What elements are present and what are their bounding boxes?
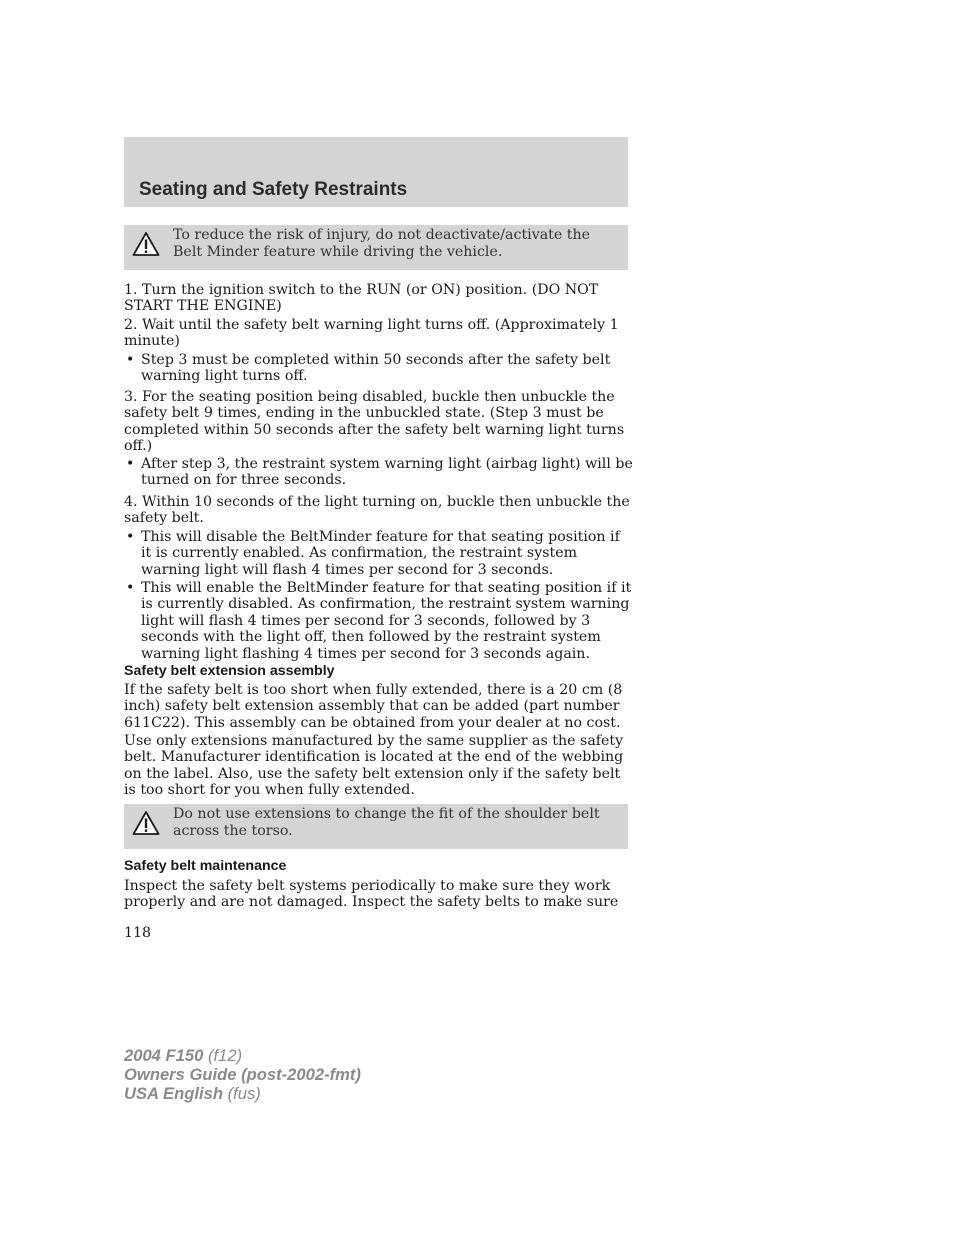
bullet-marker: • <box>126 456 135 472</box>
step-4: 4. Within 10 seconds of the light turning on, buckle then unbuckle the safety belt. <box>124 494 630 527</box>
maintenance-paragraph: Inspect the safety belt systems periodically to make sure they work properly and are not damaged. Inspect the safety belts to make sure <box>124 878 619 911</box>
footer-line-2 <box>124 1065 361 1084</box>
list-item <box>124 456 634 489</box>
footer-model-code: (f12) <box>207 1046 243 1065</box>
extension-paragraph-1: If the safety belt is too short when fully extended, there is a 20 cm (8 inch) safety belt extension assembly that can be added (part number 611C22). This assembly can be obtained from your dealer at no cost. <box>124 682 623 731</box>
warning-box <box>124 225 628 270</box>
footer-language: USA English <box>124 1084 223 1103</box>
warning-icon <box>132 231 160 257</box>
footer-language-code: (fus) <box>227 1084 261 1103</box>
footer-line-3 <box>124 1084 361 1103</box>
bullet-text: Step 3 must be completed within 50 seconds after the safety belt warning light turns off. <box>141 352 611 385</box>
extension-paragraph-2: Use only extensions manufactured by the same supplier as the safety belt. Manufacturer identification is located at the end of the webbing on the label. Also, use the safety belt extension only if the safety belt is too short for you when fully extended. <box>124 733 624 799</box>
bullet-marker: • <box>126 352 135 368</box>
section-header <box>124 137 628 207</box>
footer-line-1 <box>124 1046 361 1065</box>
bullet-text: This will disable the BeltMinder feature for that seating position if it is currently enabled. As confirmation, the restraint system warning light will flash 4 times per second for 3 seconds. <box>141 529 620 578</box>
bullet-marker: • <box>126 529 135 545</box>
step-1: 1. Turn the ignition switch to the RUN (or ON) position. (DO NOT START THE ENGINE) <box>124 282 599 315</box>
subheading-extension: Safety belt extension assembly <box>124 663 335 679</box>
bullet-text: After step 3, the restraint system warning light (airbag light) will be turned on for three seconds. <box>141 456 633 489</box>
list-item <box>124 580 634 662</box>
subheading-maintenance: Safety belt maintenance <box>124 858 287 874</box>
page-number: 118 <box>124 925 152 941</box>
section-title: Seating and Safety Restraints <box>139 179 408 200</box>
warning-text: Do not use extensions to change the fit of the shoulder belt across the torso. <box>173 806 600 839</box>
footer-guide: Owners Guide (post-2002-fmt) <box>124 1065 361 1084</box>
warning-box <box>124 804 628 849</box>
step-3: 3. For the seating position being disabled, buckle then unbuckle the safety belt 9 times, ending in the unbuckled state. (Step 3 must be completed within 50 seconds after the safety belt warning light turns off.) <box>124 389 625 455</box>
step-2: 2. Wait until the safety belt warning light turns off. (Approximately 1 minute) <box>124 317 619 350</box>
footer-model: 2004 F150 <box>124 1046 204 1065</box>
warning-icon <box>132 810 160 836</box>
warning-text: To reduce the risk of injury, do not deactivate/activate the Belt Minder feature while driving the vehicle. <box>173 227 591 260</box>
bullet-marker: • <box>126 580 135 596</box>
bullet-text: This will enable the BeltMinder feature for that seating position if it is currently disabled. As confirmation, the restraint system warning light will flash 4 times per second for 3 seconds, followed by 3 seconds with the light off, then followed by the restraint system warning light flashing 4 times per second for 3 seconds again. <box>141 580 632 662</box>
document-footer <box>124 1046 361 1103</box>
list-item <box>124 529 634 578</box>
list-item <box>124 352 634 385</box>
